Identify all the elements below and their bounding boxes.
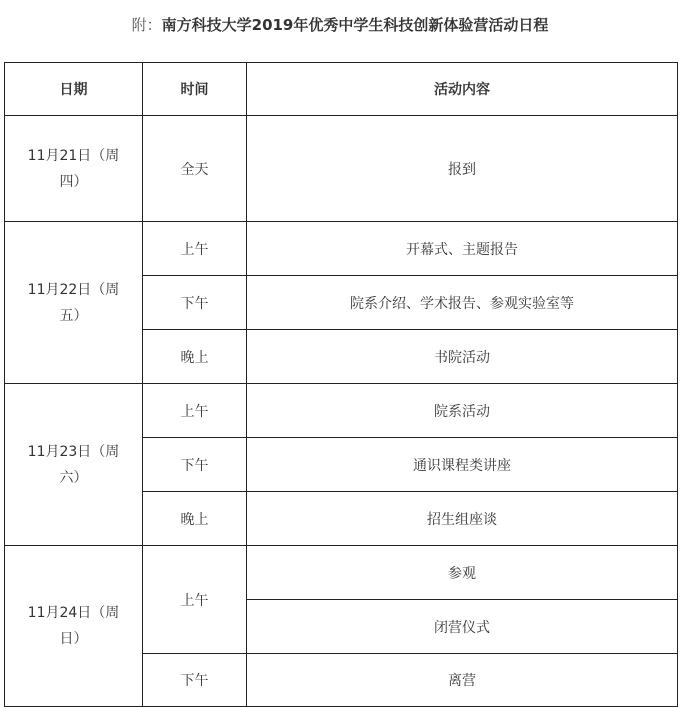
header-date: 日期 xyxy=(5,63,143,116)
table-row xyxy=(5,384,678,438)
time-cell: 晚上 xyxy=(143,492,247,546)
time-cell: 下午 xyxy=(143,654,247,707)
title-prefix: 附： xyxy=(131,16,162,34)
activity-cell: 离营 xyxy=(247,654,678,707)
date-cell: 11月24日（周日） xyxy=(5,546,143,707)
schedule-table xyxy=(4,62,678,707)
activity-cell: 参观 xyxy=(247,546,678,600)
activity-cell: 院系活动 xyxy=(247,384,678,438)
time-cell: 晚上 xyxy=(143,330,247,384)
time-cell: 全天 xyxy=(143,116,247,222)
time-cell: 上午 xyxy=(143,384,247,438)
activity-cell: 通识课程类讲座 xyxy=(247,438,678,492)
table-row xyxy=(5,546,678,600)
header-activity: 活动内容 xyxy=(247,63,678,116)
activity-cell: 招生组座谈 xyxy=(247,492,678,546)
time-cell: 上午 xyxy=(143,546,247,654)
time-cell: 上午 xyxy=(143,222,247,276)
date-cell: 11月21日（周四） xyxy=(5,116,143,222)
table-row xyxy=(5,116,678,222)
activity-cell: 开幕式、主题报告 xyxy=(247,222,678,276)
table-row xyxy=(5,222,678,276)
date-cell: 11月22日（周五） xyxy=(5,222,143,384)
activity-cell: 院系介绍、学术报告、参观实验室等 xyxy=(247,276,678,330)
page-title xyxy=(0,14,680,36)
header-time: 时间 xyxy=(143,63,247,116)
activity-cell: 报到 xyxy=(247,116,678,222)
activity-cell: 闭营仪式 xyxy=(247,600,678,654)
date-cell: 11月23日（周六） xyxy=(5,384,143,546)
activity-cell: 书院活动 xyxy=(247,330,678,384)
time-cell: 下午 xyxy=(143,438,247,492)
header-row xyxy=(5,63,678,116)
time-cell: 下午 xyxy=(143,276,247,330)
title-text: 南方科技大学2019年优秀中学生科技创新体验营活动日程 xyxy=(161,16,549,34)
